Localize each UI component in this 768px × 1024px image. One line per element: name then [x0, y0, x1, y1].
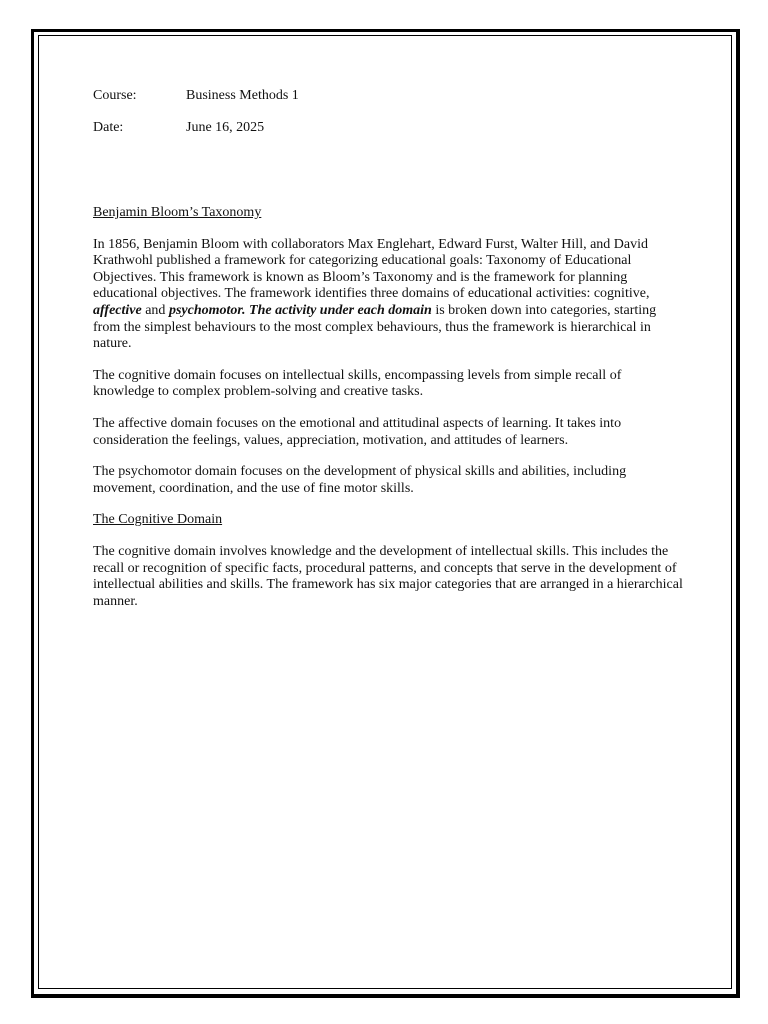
emphasis-psychomotor: psychomotor. The activity under each domain: [168, 302, 432, 318]
paragraph-cognitive-detail: The cognitive domain involves knowledge and the development of intellectual skills. This includes the recall or recognition of specific facts, procedural patterns, and concepts that serve in the development of intellectual abilities and skills. The framework has six major categories that are arranged in a hierarchical manner.: [93, 543, 683, 609]
paragraph-cognitive-summary: The cognitive domain focuses on intellectual skills, encompassing levels from simple recall of knowledge to complex problem-solving and creative tasks.: [93, 367, 622, 400]
course-value: Business Methods 1: [186, 88, 299, 103]
paragraph-intro-text-a: In 1856, Benjamin Bloom with collaborators Max Englehart, Edward Furst, Walter Hill, and David Krathwohl published a framework for categorizing educational goals: Taxonomy of Educational Objectives. This framework is known as Bloom’s Taxonomy and is the framework for planning educational objectives. The framework identifies three domains of educational activities: cognitive,: [93, 236, 650, 302]
document-body: [93, 86, 683, 610]
course-label: Course:: [93, 88, 137, 103]
course-row: [93, 87, 683, 105]
heading-cognitive-domain: The Cognitive Domain: [93, 512, 223, 528]
paragraph-psychomotor-summary: The psychomotor domain focuses on the development of physical skills and abilities, including movement, coordination, and the use of fine motor skills.: [93, 464, 627, 496]
paragraph-intro-text-b: is broken down into categories, starting from the simplest behaviours to the most complex behaviours, thus the framework is hierarchical in nature.: [93, 302, 657, 352]
paragraph-affective-summary: The affective domain focuses on the emotional and attitudinal aspects of learning. It takes into consideration the feelings, values, appreciation, motivation, and attitudes of learners.: [93, 415, 622, 448]
date-row: [93, 119, 683, 137]
heading-taxonomy: Benjamin Bloom’s Taxonomy: [93, 205, 262, 220]
emphasis-affective: affective: [93, 302, 142, 318]
paragraph-intro: [93, 237, 683, 353]
date-value: June 16, 2025: [186, 120, 265, 135]
date-label: Date:: [93, 120, 124, 135]
paragraph-intro-and: and: [141, 302, 169, 318]
